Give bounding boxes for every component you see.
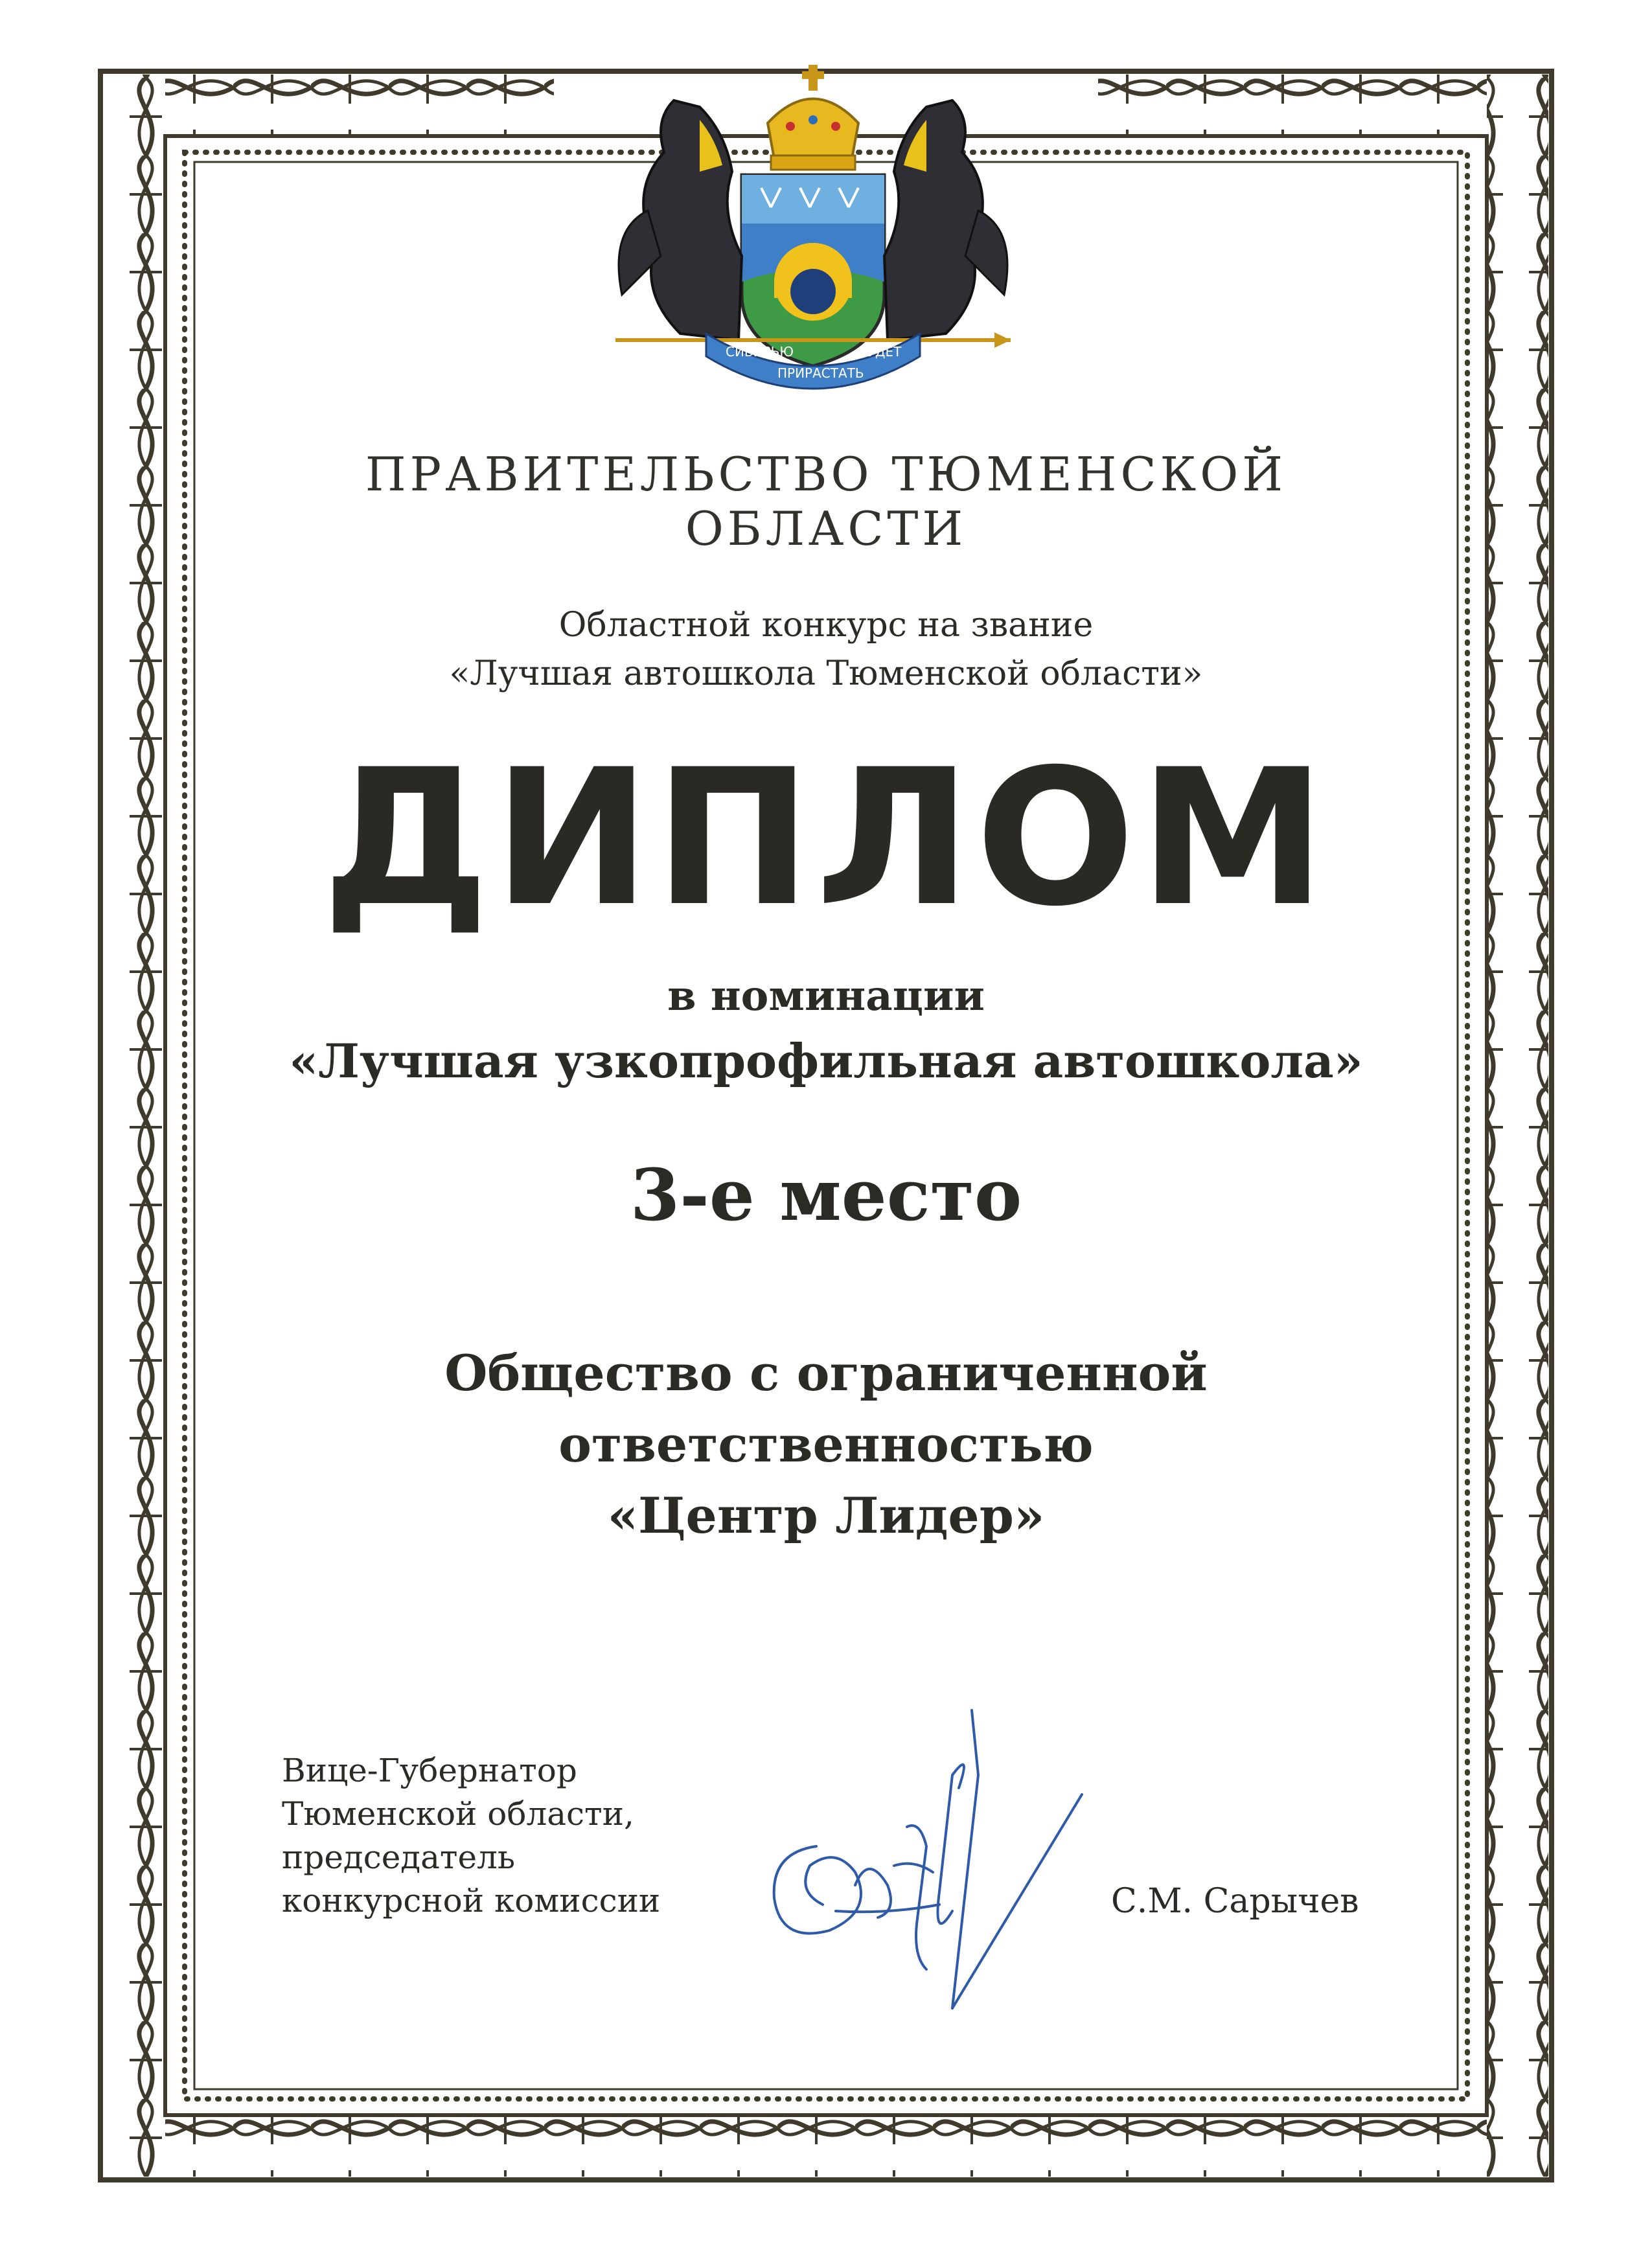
organization-line1: Общество с ограниченной — [444, 1344, 1208, 1402]
motto-center: ПРИРАСТАТЬ — [777, 365, 864, 381]
signer-title — [282, 1749, 660, 1923]
organization-line3: «Центр Лидер» — [607, 1487, 1045, 1544]
sable-supporter-left-icon — [619, 100, 742, 340]
shield-icon — [742, 175, 884, 366]
signer-title-line: Тюменской области, — [282, 1795, 634, 1833]
signer-title-line: председатель — [282, 1838, 516, 1876]
nomination-line2: «Лучшая узкопрофильная автошкола» — [289, 1033, 1363, 1088]
signer-name: С.М. Сарычев — [1111, 1882, 1359, 1921]
government-heading: ПРАВИТЕЛЬСТВО ТЮМЕНСКОЙ ОБЛАСТИ — [365, 447, 1287, 556]
place-award: 3-е место — [630, 1153, 1022, 1237]
motto-right: БУДЕТ — [858, 344, 902, 360]
organization-line2: ответственностью — [558, 1415, 1094, 1473]
crown-icon — [768, 65, 858, 170]
coat-of-arms-emblem — [602, 62, 1024, 405]
signer-title-line: конкурсной комиссии — [282, 1882, 661, 1919]
nomination-line1: в номинации — [667, 972, 985, 1020]
motto-left: СИБИРЬЮ — [726, 344, 794, 360]
diploma-title: ДИПЛОМ — [322, 729, 1330, 948]
signer-title-line: Вице-Губернатор — [282, 1752, 577, 1789]
handwritten-signature — [758, 1697, 1108, 2060]
contest-title-line2: «Лучшая автошкола Тюменской области» — [449, 654, 1203, 693]
contest-title-line1: Областной конкурс на звание — [558, 606, 1094, 645]
sable-supporter-right-icon — [884, 100, 1007, 340]
